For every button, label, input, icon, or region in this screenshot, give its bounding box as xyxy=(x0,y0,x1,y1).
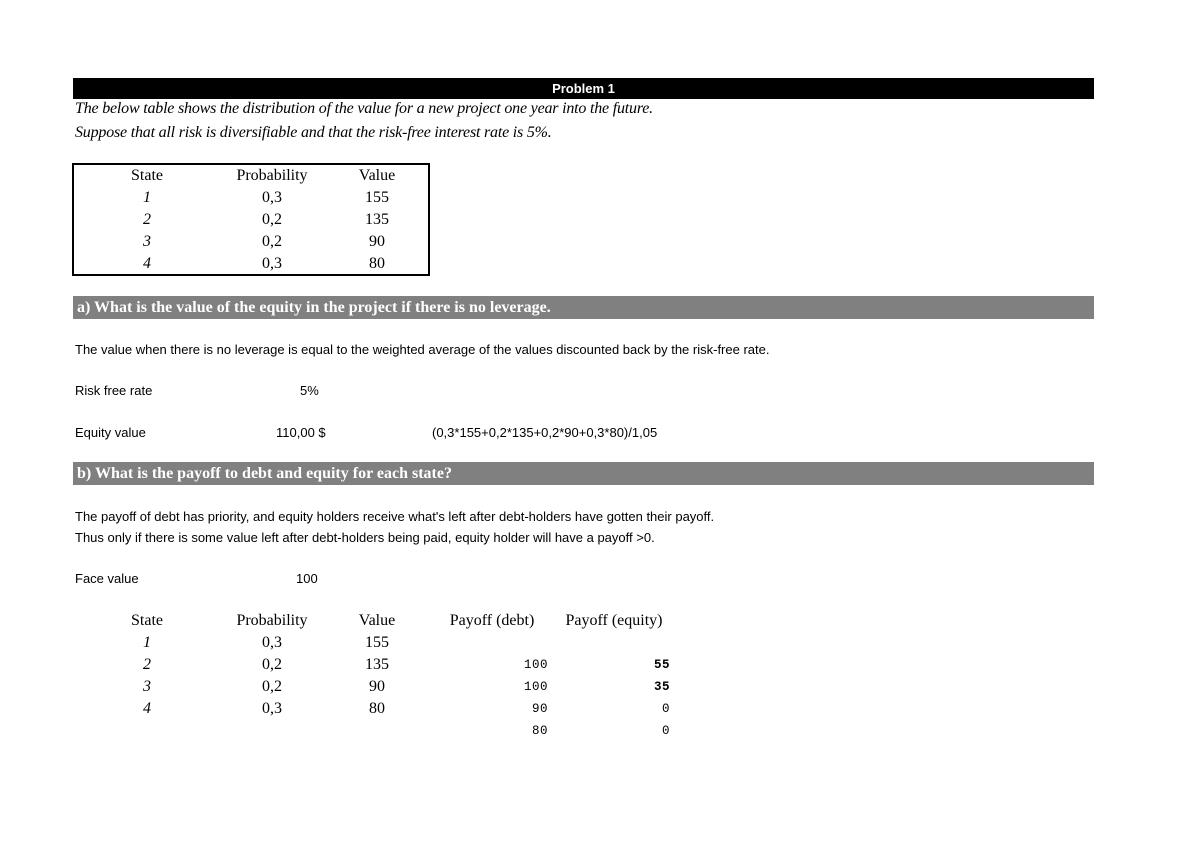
table1-cell: 0,2 xyxy=(262,211,282,228)
table1-cell: 4 xyxy=(143,255,151,272)
risk-free-value: 5% xyxy=(300,383,319,398)
table1-cell: 1 xyxy=(143,189,151,206)
table2-cell: 55 xyxy=(653,658,670,672)
table1-cell: 90 xyxy=(369,233,385,250)
risk-free-label: Risk free rate xyxy=(75,383,153,398)
table2-cell: 0,2 xyxy=(262,656,282,673)
equity-value-label: Equity value xyxy=(75,425,146,440)
table2-cell: 100 xyxy=(523,680,548,694)
table1-cell: 0,2 xyxy=(262,233,282,250)
table2-cell: 0,3 xyxy=(262,700,282,717)
table1-cell: 2 xyxy=(143,211,151,228)
table1-header-probability: Probability xyxy=(236,167,308,184)
table2-cell: 2 xyxy=(143,656,151,673)
table2-header-payoff-debt: Payoff (debt) xyxy=(449,612,535,629)
equity-value: 110,00 $ xyxy=(276,425,326,440)
table1-cell: 3 xyxy=(143,233,151,250)
problem-title: Problem 1 xyxy=(73,78,1094,99)
section-b-explanation-1: The payoff of debt has priority, and equity holders receive what's left after debt-holders have gotten their payoff. xyxy=(75,509,715,524)
face-value: 100 xyxy=(296,571,318,586)
table2-cell: 80 xyxy=(369,700,385,717)
table2-cell: 135 xyxy=(365,656,389,673)
table2-cell: 90 xyxy=(531,702,548,716)
table2-header-probability: Probability xyxy=(236,612,308,629)
section-a-explanation: The value when there is no leverage is equal to the weighted average of the values discounted back by the risk-free rate. xyxy=(75,342,770,357)
equity-formula: (0,3*155+0,2*135+0,2*90+0,3*80)/1,05 xyxy=(432,425,658,440)
face-value-label: Face value xyxy=(75,571,139,586)
table1-header-value: Value xyxy=(358,167,396,184)
table2-cell: 1 xyxy=(143,634,151,651)
table2-cell: 0 xyxy=(661,702,670,716)
table2-cell: 80 xyxy=(531,724,548,738)
table2-cell: 0,3 xyxy=(262,634,282,651)
table2-cell: 100 xyxy=(523,658,548,672)
table1-cell: 80 xyxy=(369,255,385,272)
table2-cell: 4 xyxy=(143,700,151,717)
table2-cell: 90 xyxy=(369,678,385,695)
table1-cell: 155 xyxy=(365,189,389,206)
table1-header-state: State xyxy=(131,167,163,184)
table1-cell: 0,3 xyxy=(262,255,282,272)
intro-line-1: The below table shows the distribution of the value for a new project one year into the future. xyxy=(75,100,653,117)
table2-header-state: State xyxy=(131,612,163,629)
table2-cell: 3 xyxy=(143,678,151,695)
table2-cell: 0,2 xyxy=(262,678,282,695)
table2-cell: 0 xyxy=(661,724,670,738)
table2-cell: 155 xyxy=(365,634,389,651)
table1-cell: 0,3 xyxy=(262,189,282,206)
table2-cell: 35 xyxy=(653,680,670,694)
table2-header-payoff-equity: Payoff (equity) xyxy=(565,612,663,629)
table2-header-value: Value xyxy=(358,612,396,629)
section-b-heading: b) What is the payoff to debt and equity for each state? xyxy=(73,462,1094,485)
section-b-explanation-2: Thus only if there is some value left after debt-holders being paid, equity holder will have a payoff >0. xyxy=(75,530,655,545)
section-a-heading: a) What is the value of the equity in the project if there is no leverage. xyxy=(73,296,1094,319)
intro-line-2: Suppose that all risk is diversifiable and that the risk-free interest rate is 5%. xyxy=(75,124,552,141)
table1-cell: 135 xyxy=(365,211,389,228)
